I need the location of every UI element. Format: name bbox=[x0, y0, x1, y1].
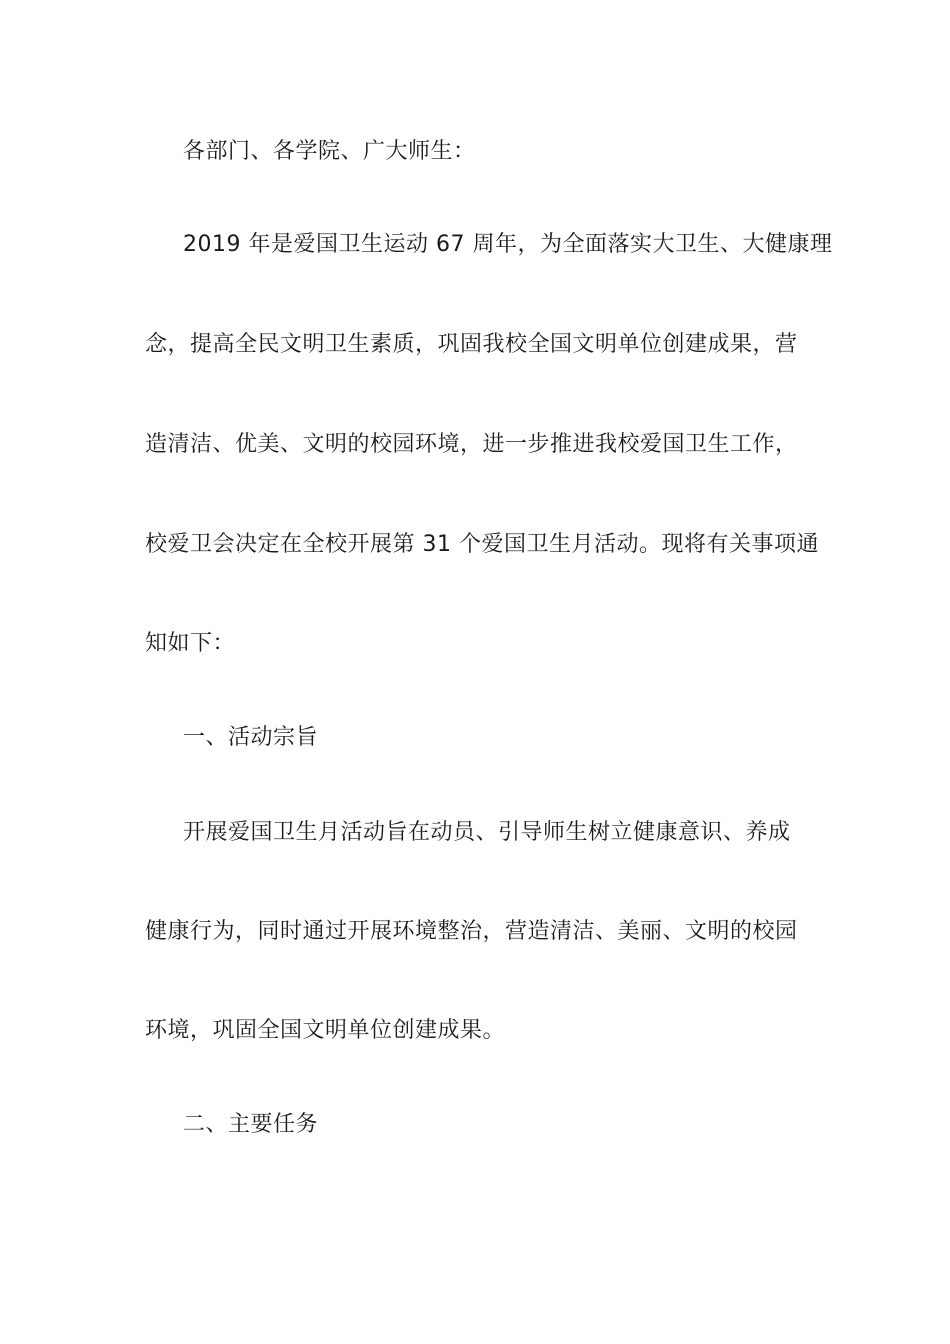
section-1-heading: 一、活动宗旨 bbox=[183, 725, 319, 750]
intro-line-3: 造清洁、优美、文明的校园环境，进一步推进我校爱国卫生工作， bbox=[145, 432, 798, 457]
section-1-line-1: 开展爱国卫生月活动旨在动员、引导师生树立健康意识、养成 bbox=[183, 820, 791, 845]
intro-line-2: 念，提高全民文明卫生素质，巩固我校全国文明单位创建成果，营 bbox=[145, 332, 798, 357]
salutation: 各部门、各学院、广大师生： bbox=[183, 139, 476, 164]
intro-line-1: 2019 年是爱国卫生运动 67 周年，为全面落实大卫生、大健康理 bbox=[183, 232, 833, 257]
section-1-line-2: 健康行为，同时通过开展环境整治，营造清洁、美丽、文明的校园 bbox=[145, 919, 798, 944]
section-2-heading: 二、主要任务 bbox=[183, 1112, 319, 1137]
intro-line-5: 知如下： bbox=[145, 631, 236, 656]
intro-line-4: 校爱卫会决定在全校开展第 31 个爱国卫生月活动。现将有关事项通 bbox=[145, 532, 819, 557]
section-1-line-3: 环境，巩固全国文明单位创建成果。 bbox=[145, 1018, 506, 1043]
